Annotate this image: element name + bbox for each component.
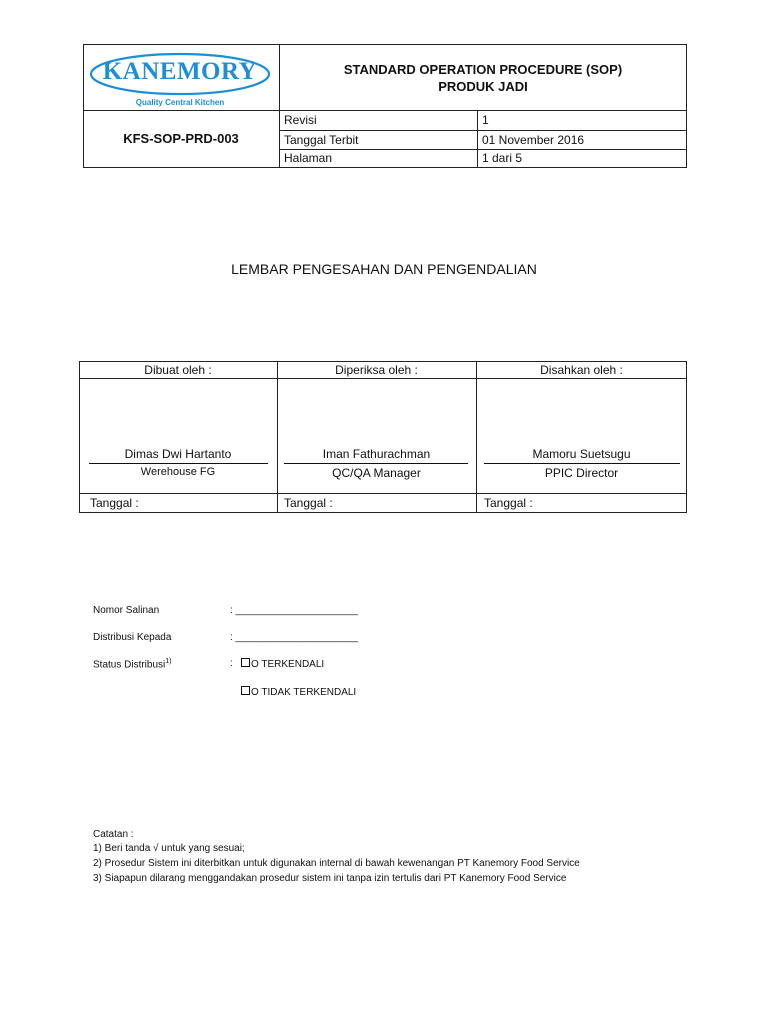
approval-date-dibuat: Tanggal : bbox=[90, 496, 139, 510]
approval-name-diperiksa: Iman Fathurachman bbox=[322, 447, 431, 461]
note-item-1: 1) Beri tanda √ untuk yang sesuai; bbox=[93, 843, 245, 854]
status-distribusi-text: Status Distribusi bbox=[93, 659, 166, 671]
approval-name-disahkan: Mamoru Suetsugu bbox=[532, 447, 631, 461]
document-title: STANDARD OPERATION PROCEDURE (SOP) bbox=[343, 62, 623, 77]
approval-hline-head bbox=[79, 378, 687, 379]
logo-subtitle: Quality Central Kitchen bbox=[135, 98, 225, 107]
logo-text: KANEMORY bbox=[102, 58, 258, 85]
status-distribusi-label bbox=[93, 658, 171, 670]
option-tidak-terkendali-label: O TIDAK TERKENDALI bbox=[251, 687, 357, 698]
header-meta-divider bbox=[477, 110, 478, 168]
approval-date-diperiksa: Tanggal : bbox=[284, 496, 333, 510]
notes-title: Catatan : bbox=[93, 829, 134, 840]
approval-role-diperiksa: QC/QA Manager bbox=[332, 466, 421, 480]
company-logo bbox=[88, 50, 272, 108]
distribusi-kepada-field[interactable]: : ______________________ bbox=[230, 632, 358, 643]
status-colon: : bbox=[230, 658, 233, 669]
approval-hline-date bbox=[79, 493, 687, 494]
approval-name-dibuat: Dimas Dwi Hartanto bbox=[124, 447, 232, 461]
header-hline-3 bbox=[279, 149, 687, 150]
status-distribusi-footnote: 1) bbox=[165, 658, 172, 665]
option-tidak-terkendali[interactable] bbox=[241, 686, 356, 698]
approval-vline-2 bbox=[476, 361, 477, 513]
meta-value-halaman: 1 dari 5 bbox=[482, 151, 523, 165]
nomor-salinan-field[interactable]: : ______________________ bbox=[230, 605, 358, 616]
signature-line-dibuat bbox=[89, 463, 268, 464]
approval-role-disahkan: PPIC Director bbox=[544, 466, 619, 480]
checkbox-icon[interactable] bbox=[241, 658, 250, 667]
meta-value-revisi: 1 bbox=[482, 113, 489, 127]
meta-value-tanggal-terbit: 01 November 2016 bbox=[482, 133, 585, 147]
approval-date-disahkan: Tanggal : bbox=[484, 496, 533, 510]
approval-heading-diperiksa: Diperiksa oleh : bbox=[335, 363, 418, 377]
approval-vline-1 bbox=[277, 361, 278, 513]
distribusi-kepada-label: Distribusi Kepada bbox=[93, 632, 172, 643]
option-terkendali[interactable] bbox=[241, 658, 324, 670]
document-subtitle: PRODUK JADI bbox=[438, 79, 528, 94]
section-title: LEMBAR PENGESAHAN DAN PENGENDALIAN bbox=[231, 261, 537, 277]
note-item-2: 2) Prosedur Sistem ini diterbitkan untuk digunakan internal di bawah kewenangan PT Kanemory Food Service bbox=[93, 858, 580, 869]
document-code: KFS-SOP-PRD-003 bbox=[123, 131, 239, 146]
meta-label-halaman: Halaman bbox=[284, 151, 333, 165]
approval-table bbox=[79, 361, 687, 513]
approval-heading-disahkan: Disahkan oleh : bbox=[540, 363, 623, 377]
note-item-3: 3) Siapapun dilarang menggandakan prosedur sistem ini tanpa izin tertulis dari PT Kanemory Food Service bbox=[93, 873, 567, 884]
approval-role-dibuat: Werehouse FG bbox=[140, 466, 216, 478]
header-hline-2 bbox=[279, 130, 687, 131]
meta-label-tanggal-terbit: Tanggal Terbit bbox=[284, 133, 359, 147]
header-hline-1 bbox=[83, 110, 687, 111]
signature-line-disahkan bbox=[484, 463, 680, 464]
approval-heading-dibuat: Dibuat oleh : bbox=[144, 363, 212, 377]
option-terkendali-label: O TERKENDALI bbox=[251, 659, 325, 670]
meta-label-revisi: Revisi bbox=[284, 113, 317, 127]
nomor-salinan-label: Nomor Salinan bbox=[93, 605, 160, 616]
signature-line-diperiksa bbox=[284, 463, 468, 464]
checkbox-icon[interactable] bbox=[241, 686, 250, 695]
